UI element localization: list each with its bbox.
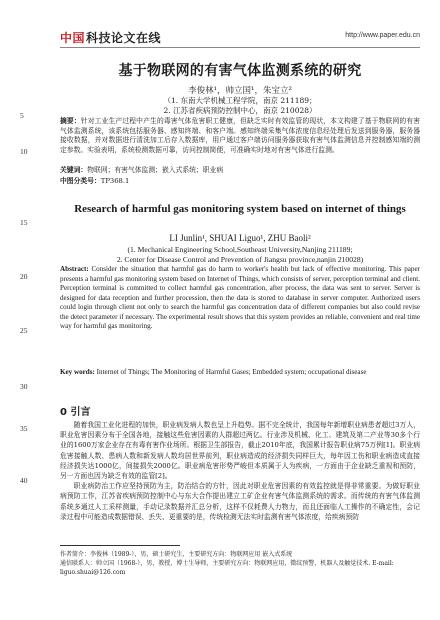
abstract-label-cn: 摘要： xyxy=(60,117,81,125)
keywords-text-en: Internet of Things; The Monitoring of Harmful Gases; Embedded system; occupational disease xyxy=(96,368,367,376)
footnotes xyxy=(60,550,420,577)
keywords-text-cn: 物联网；有害气体监测；嵌入式系统；职业病 xyxy=(87,166,224,174)
journal-logo-red: 中国 xyxy=(60,31,86,45)
journal-masthead xyxy=(60,29,420,45)
affiliation-line: 2. Center for Disease Control and Prevention of Jiangsu province,nanjin 210028) xyxy=(116,254,364,264)
affiliations-cn xyxy=(60,96,420,116)
affiliation-line: 2. 江苏省疾病预防控制中心，南京 210028） xyxy=(163,106,317,115)
line-number: 20 xyxy=(20,272,28,281)
abstract-text-cn: 针对工业生产过程中产生的毒害气体危害职工健康，但缺乏实时有效监管的现状，本文构建了基于物联网的有害气体监测系统，该系统包括服务器、感知终端、和客户端。感知终端采集气体浓度信息经处理后发送到服务器，服务器接收数据，并对数据进行清洗加工后存入数据库，用户通过客户端访问服务器获取有害气体监测信息并控制感知端的测定参数。实验表明，系统检测数据可靠，访问控制简便，可准确实时地对有害气体进行监测。 xyxy=(60,117,421,154)
line-number: 15 xyxy=(20,218,28,227)
authors-cn: 李俊林¹，帅立国¹，朱宝立² xyxy=(188,86,292,96)
paper-title-en: Research of harmful gas monitoring system based on internet of things xyxy=(74,203,406,215)
classification-number xyxy=(60,177,420,187)
line-number: 30 xyxy=(20,382,28,391)
section-heading-introduction: 0 引言 xyxy=(60,407,91,418)
keywords-label-cn: 关键词： xyxy=(60,166,88,174)
line-number: 35 xyxy=(20,424,28,433)
section-body xyxy=(60,420,420,522)
line-number: 5 xyxy=(20,111,24,120)
body-paragraph: 随着我国工业化进程的加快，职业病发病人数也呈上升趋势。据不完全统计，我国每年新增职业病患者超过3万人，职业危害因素分布于全国各地，接触这些危害因素的人群超过两亿。行业涉及机械、化工、建筑及第二产业等30多个行业的1600万家企业存在有毒有害作业场所。根据卫生部报告，截止2010年底，我国累计报告职业病75万例[1]。职业病危害接触人数、患病人数和新发病人数均居世界前列，职业病造成的经济损失同样巨大，每年因工伤和职业病造成直接经济损失达1000亿，间接损失2000亿。职业病危害形势严峻但本质属于人为疾病，一方面由于企业缺乏重视和预防，另一方面也因为缺乏有效的监管[2]。 xyxy=(60,421,420,481)
footnote-corresponding-author: 通信联系人：帅立国（1968-），男，教授，博士生导师，主要研究方向：物联网应用，微纹预警，机器人及触觉技术. E-mail: liguo.shuai@126.com xyxy=(60,560,394,576)
line-number: 25 xyxy=(20,326,28,335)
abstract-label-en: Abstract: xyxy=(60,265,89,273)
abstract-text-en: Consider the situation that harmful gas do harm to worker's health but lack of effective monitoring. This paper presents a harmful gas monitoring system based on Internet of Things, which consists of server, perception terminal and client. Perception terminal is committed to collect harmful gas concentration, after process, the data was sent to server. Server is designed for data reception and further procession, then the data is stored to database in server computer. Authorized users could login through client not only to search the harmful gas concentration data of different companies but also could revise the detect parameter if necessary. The experimental result shows that this system provides an reliable, convenient and real time way for harmful gas monitoring. xyxy=(60,265,420,330)
keywords-label-en: Key words: xyxy=(60,368,95,376)
journal-logo-text: 科技论文在线 xyxy=(86,31,162,45)
keywords-cn xyxy=(60,166,420,176)
authors-en: LI Junlin¹, SHUAI Liguo¹, ZHU Baoli² xyxy=(169,233,311,243)
keywords-en xyxy=(60,368,420,378)
clc-label: 中图分类号： xyxy=(60,177,101,185)
paper-title-cn: 基于物联网的有害气体监测系统的研究 xyxy=(118,63,362,79)
footnote-divider xyxy=(60,545,180,546)
header-divider xyxy=(60,47,420,48)
abstract-cn xyxy=(60,117,420,155)
clc-value: TP368.1 xyxy=(100,177,130,185)
line-number: 10 xyxy=(20,147,28,156)
abstract-en xyxy=(60,265,420,332)
line-number: 40 xyxy=(20,476,28,485)
affiliation-line: （1. 东南大学机械工程学院，南京 211189； xyxy=(163,96,317,105)
affiliations-en xyxy=(60,245,420,264)
footnote-author-bio: 作者简介：李俊林（1989-），男，硕士研究生，主要研究方向：物联网应用 嵌入式系统 xyxy=(60,551,293,558)
body-paragraph: 职业病防治工作应坚持预防为主，防治结合的方针，因此对职业危害因素的有效监控就是得非常重要。为做好职业病预防工作，江苏省疾病预防控制中心与东大合作提出建立工矿企业有害气体监测系统的需求。而传统的有害气体监测系统多通过人工采样测量，手动记录数据并汇总分析，这样不仅耗费人力物力，而且还面临人工操作的不确定性，会记录过程中可能造成数据错误、丢失、更重要的是，传统检测无法实时监测有害气体浓度，给疾病预防 xyxy=(60,482,420,521)
site-url-link[interactable]: http://www.paper.edu.cn xyxy=(345,32,420,39)
affiliation-line: (1. Mechanical Engineering School,Southeast University,Nanjing 211189; xyxy=(127,245,353,254)
